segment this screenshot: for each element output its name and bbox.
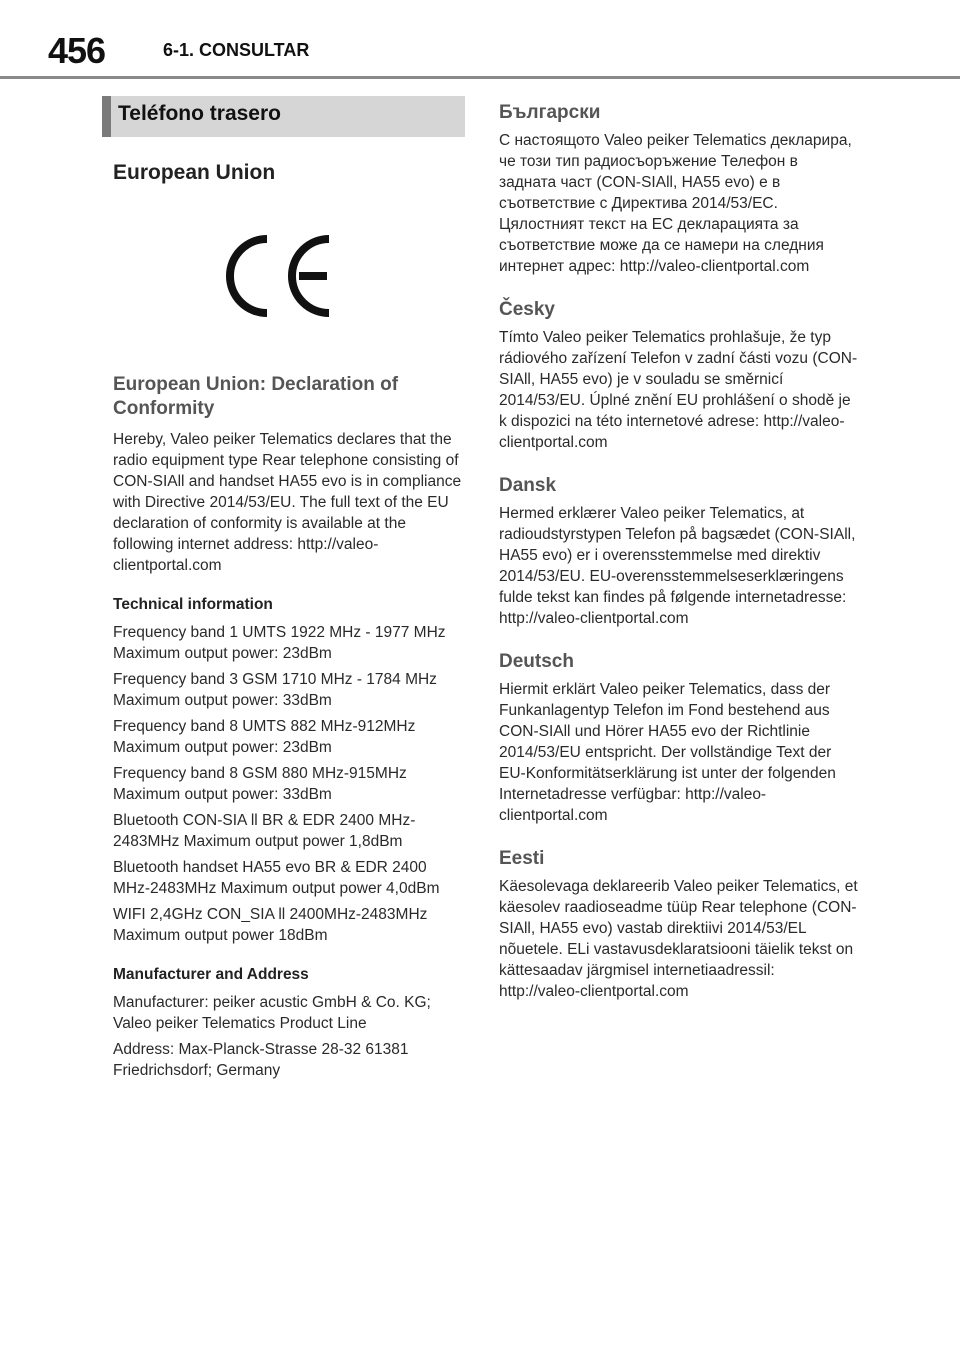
technical-item: Bluetooth handset HA55 evo BR & EDR 2400 MHz-2483MHz Maximum output power 4,0dBm bbox=[113, 859, 440, 897]
technical-item: Frequency band 8 GSM 880 MHz-915MHz Maximum output power: 33dBm bbox=[113, 765, 407, 803]
language-text: Hiermit erklärt Valeo peiker Telematics, dass der Funkanlagentyp Telefon im Fond bestehend aus CON-SIAll und Hörer HA55 evo der Richtlinie 2014/53/EU entspricht. Der vollständige Text der EU-Konformitätserklärung ist unter der folgenden Internetadresse verfügbar: http://valeo-clientportal.com bbox=[499, 681, 836, 824]
language-block-czech bbox=[499, 299, 859, 453]
language-block-bulgarian bbox=[499, 102, 859, 277]
language-heading: Česky bbox=[499, 299, 555, 320]
ce-mark-icon bbox=[225, 235, 333, 317]
technical-heading: Technical information bbox=[113, 596, 273, 613]
language-text: Käesolevaga deklareerib Valeo peiker Telematics, et käesolev raadioseadme tüüp Rear telephone (CON-SIAll, HA55 evo) vastab direktiivi 2014/53/EL nõuetele. ELi vastavusdeklaratsiooni täielik tekst on kättesaadav järgmisel internetiaadressil: http://valeo-clientportal.com bbox=[499, 878, 858, 1000]
language-text: С настоящото Valeo peiker Telematics декларира, че този тип радиосъоръжение Телефон в задната част (CON-SIAll, HA55 evo) е в съответствие с Директива 2014/53/ЕС. Цялостният текст на ЕС декларацията за съответствие може да се намери на следния интернет адрес: http://valeo-clientportal.com bbox=[499, 132, 852, 275]
language-block-estonian bbox=[499, 848, 859, 1002]
technical-item: Frequency band 1 UMTS 1922 MHz - 1977 MHz Maximum output power: 23dBm bbox=[113, 624, 446, 662]
section-title: 6-1. CONSULTAR bbox=[163, 40, 310, 60]
technical-item: Frequency band 8 UMTS 882 MHz-912MHz Maximum output power: 23dBm bbox=[113, 718, 416, 756]
language-block-german bbox=[499, 651, 859, 826]
eu-heading: European Union bbox=[113, 161, 276, 184]
header-divider bbox=[0, 76, 960, 79]
technical-item: Bluetooth CON-SIA ll BR & EDR 2400 MHz-2483MHz Maximum output power 1,8dBm bbox=[113, 812, 416, 850]
language-heading: Български bbox=[499, 102, 601, 123]
language-text: Hermed erklærer Valeo peiker Telematics, at radioudstyrstypen Telefon på bagsædet (CON-SIAll, HA55 evo) er i overensstemmelse med direktiv 2014/53/EU. EU-overensstemmelseserklæringens fulde tekst kan findes på følgende internetadresse: http://valeo-clientportal.com bbox=[499, 505, 856, 627]
language-heading: Dansk bbox=[499, 475, 557, 496]
left-column bbox=[113, 96, 465, 1086]
manufacturer-item: Manufacturer: peiker acustic GmbH & Co. KG; Valeo peiker Telematics Product Line bbox=[113, 994, 431, 1032]
language-text: Tímto Valeo peiker Telematics prohlašuje, že typ rádiového zařízení Telefon v zadní části vozu (CON-SIAll, HA55 evo) je v souladu se směrnicí 2014/53/EU. Úplné znění EU prohlášení o shodě je k dispozici na této internetové adrese: http://valeo-clientportal.com bbox=[499, 329, 858, 451]
manufacturer-heading: Manufacturer and Address bbox=[113, 966, 309, 983]
topic-title-box bbox=[102, 96, 465, 137]
title-accent-bar bbox=[102, 96, 111, 137]
topic-title: Teléfono trasero bbox=[118, 102, 281, 125]
language-heading: Eesti bbox=[499, 848, 545, 869]
ce-mark-c bbox=[230, 239, 267, 313]
language-block-danish bbox=[499, 475, 859, 629]
page-number: 456 bbox=[48, 30, 106, 71]
declaration-text: Hereby, Valeo peiker Telematics declares that the radio equipment type Rear telephone consisting of CON-SIAll and handset HA55 evo is in compliance with Directive 2014/53/EU. The full text of the EU declaration of conformity is available at the following internet address: http://valeo-clientportal.com bbox=[113, 431, 462, 574]
technical-item: Frequency band 3 GSM 1710 MHz - 1784 MHz Maximum output power: 33dBm bbox=[113, 671, 437, 709]
technical-item: WIFI 2,4GHz CON_SIA ll 2400MHz-2483MHz Maximum output power 18dBm bbox=[113, 906, 428, 944]
address-item: Address: Max-Planck-Strasse 28-32 61381 Friedrichsdorf; Germany bbox=[113, 1041, 409, 1079]
right-column bbox=[499, 102, 859, 1024]
page-header bbox=[0, 0, 960, 80]
language-heading: Deutsch bbox=[499, 651, 574, 672]
declaration-heading: European Union: Declaration of Conformity bbox=[113, 374, 399, 419]
